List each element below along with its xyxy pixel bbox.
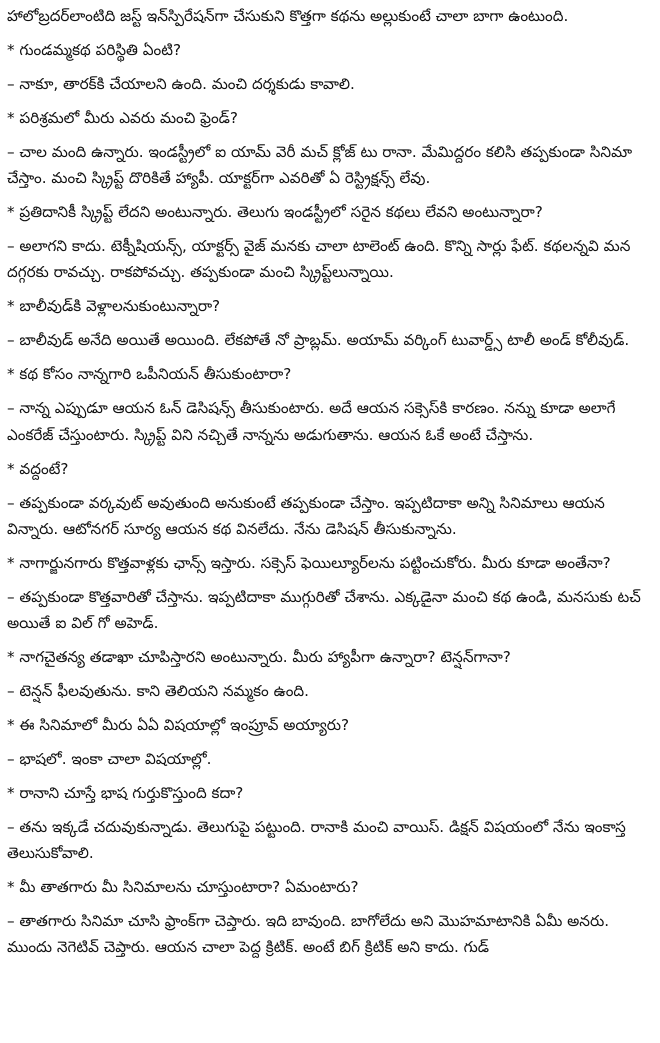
question-paragraph: * రానాని చూస్తే భాష గుర్తుకొస్తుంది కదా? [7, 784, 244, 803]
answer-paragraph: – చాల మంది ఉన్నారు. ఇండస్ట్రీలో ఐ యామ్‌ వెరీ మచ్‌ క్లోజ్‌ టు రానా. మేమిద్దరం కలిసి తప్పకుండా సినిమా చేస్తాం. మంచి స్క్రిప్ట్‌ దొరికితే హ్యాపీ. యాక్టర్‌గా ఎవరితో ఏ రెస్ట్రిక్షన్స్‌ లేవు. [7, 143, 633, 188]
question-paragraph: * కథ కోసం నాన్నగారి ఒపీనియన్‌ తీసుకుంటారా? [7, 365, 292, 384]
question-paragraph: * పరిశ్రమలో మీరు ఎవరు మంచి ఫ్రెండ్‌? [7, 109, 238, 127]
question-paragraph: * గుండమ్మకథ పరిస్థితి ఏంటి? [7, 41, 182, 59]
answer-paragraph: – టెన్షన్‌ ఫీలవుతును. కాని తెలియని నమ్మకం ఉంది. [7, 682, 309, 701]
question-paragraph: * నాగచైతన్య తడాఖా చూపిస్తారని అంటున్నారు. మీరు హ్యాపీగా ఉన్నారా? టెన్షన్‌గానా? [7, 648, 511, 667]
answer-paragraph: – తప్పకుండా వర్కవుట్‌ అవుతుంది అనుకుంటే తప్పకుండా చేస్తాం. ఇప్పటిదాకా అన్ని సినిమాలు ఆయన విన్నారు. ఆటోనగర్‌ సూర్య ఆయన కథ వినలేదు. నేను డెసిషన్‌ తీసుకున్నాను. [7, 493, 605, 538]
answer-paragraph: – తాతగారు సినిమా చూసి ఫ్రాంక్‌గా చెప్తారు. ఇది బావుంది. బాగోలేదు అని మొహమాటానికి ఏమీ అనరు. ముందు నెగెటివ్‌ చెప్తారు. ఆయన చాలా పెద్ద క్రిటిక్‌. అంటే బిగ్‌ క్రిటిక్‌ అని కాదు. గుడ్‌ [7, 912, 610, 957]
article-body [7, 3, 647, 968]
answer-paragraph: – భాషలో. ఇంకా చాలా విషయాల్లో. [7, 750, 212, 769]
answer-paragraph: – తను ఇక్కడే చదువుకున్నాడు. తెలుగుపై పట్టుంది. రానాకి మంచి వాయిస్‌. డిక్షన్‌ విషయంలో నేను ఇంకాస్త తెలుసుకోవాలి. [7, 818, 626, 863]
question-paragraph: * వద్దంటే? [7, 459, 69, 478]
answer-paragraph: – నాకూ, తారక్‌కి చేయాలని ఉంది. మంచి దర్శకుడు కావాలి. [7, 75, 355, 93]
question-paragraph: * మీ తాతగారు మీ సినిమాలను చూస్తుంటారా? ఏమంటారు? [7, 878, 359, 897]
answer-paragraph: – అలాగని కాదు. టెక్నీషియన్స్‌, యాక్టర్స్‌ వైజ్‌ మనకు చాలా టాలెంట్‌ ఉంది. కొన్ని సార్లు ఫేట్‌. కథలన్నవి మన దగ్గరకు రావచ్చు. రాకపోవచ్చు. తప్పకుండా మంచి స్క్రిప్ట్‌లున్నాయి. [7, 237, 631, 282]
question-paragraph: * ఈ సినిమాలో మీరు ఏఏ విషయాల్లో ఇంప్రూవ్‌ అయ్యారు? [7, 716, 350, 735]
answer-paragraph: – నాన్న ఎప్పుడూ ఆయన ఓన్‌ డెసిషన్స్‌ తీసుకుంటారు. అదే ఆయన సక్సెస్‌కి కారణం. నన్ను కూడా అలాగే ఎంకరేజ్‌ చేస్తుంటారు. స్క్రిప్ట్‌ విని నచ్చితే నాన్నను అడుగుతాను. ఆయన ఓకే అంటే చేస్తాను. [7, 399, 616, 444]
question-paragraph: * నాగార్జునగారు కొత్తవాళ్లకు ఛాన్స్‌ ఇస్తారు. సక్సెస్‌ ఫెయిల్యూర్‌లను పట్టించుకోరు. మీరు కూడా అంతేనా? [7, 553, 611, 572]
answer-paragraph: – బాలీవుడ్‌ అనేది అయితే అయింది. లేకపోతే నో ప్రాబ్లమ్‌. అయామ్‌ వర్కింగ్‌ టువార్డ్స్‌ టాలీ అండ్‌ కోలీవుడ్‌. [7, 331, 630, 350]
intro-paragraph: హాలోబ్రదర్‌లాంటిది జస్ట్‌ ఇన్‌స్పిరేషన్‌గా చేసుకుని కొత్తగా కథను అల్లుకుంటే చాలా బాగా ఉంటుంది. [7, 7, 569, 25]
question-paragraph: * బాలీవుడ్‌కి వెళ్లాలనుకుంటున్నారా? [7, 297, 221, 316]
answer-paragraph: – తప్పకుండా కొత్తవారితో చేస్తాను. ఇప్పటిదాకా ముగ్గురితో చేశాను. ఎక్కడైనా మంచి కథ ఉండి, మనసుకు టచ్‌ అయితే ఐ విల్‌ గో అహెడ్‌. [7, 587, 641, 633]
question-paragraph: * ప్రతిదానికీ స్క్రిప్ట్‌ లేదని అంటున్నారు. తెలుగు ఇండస్ట్రీలో సరైన కథలు లేవని అంటున్నారా? [7, 203, 543, 222]
